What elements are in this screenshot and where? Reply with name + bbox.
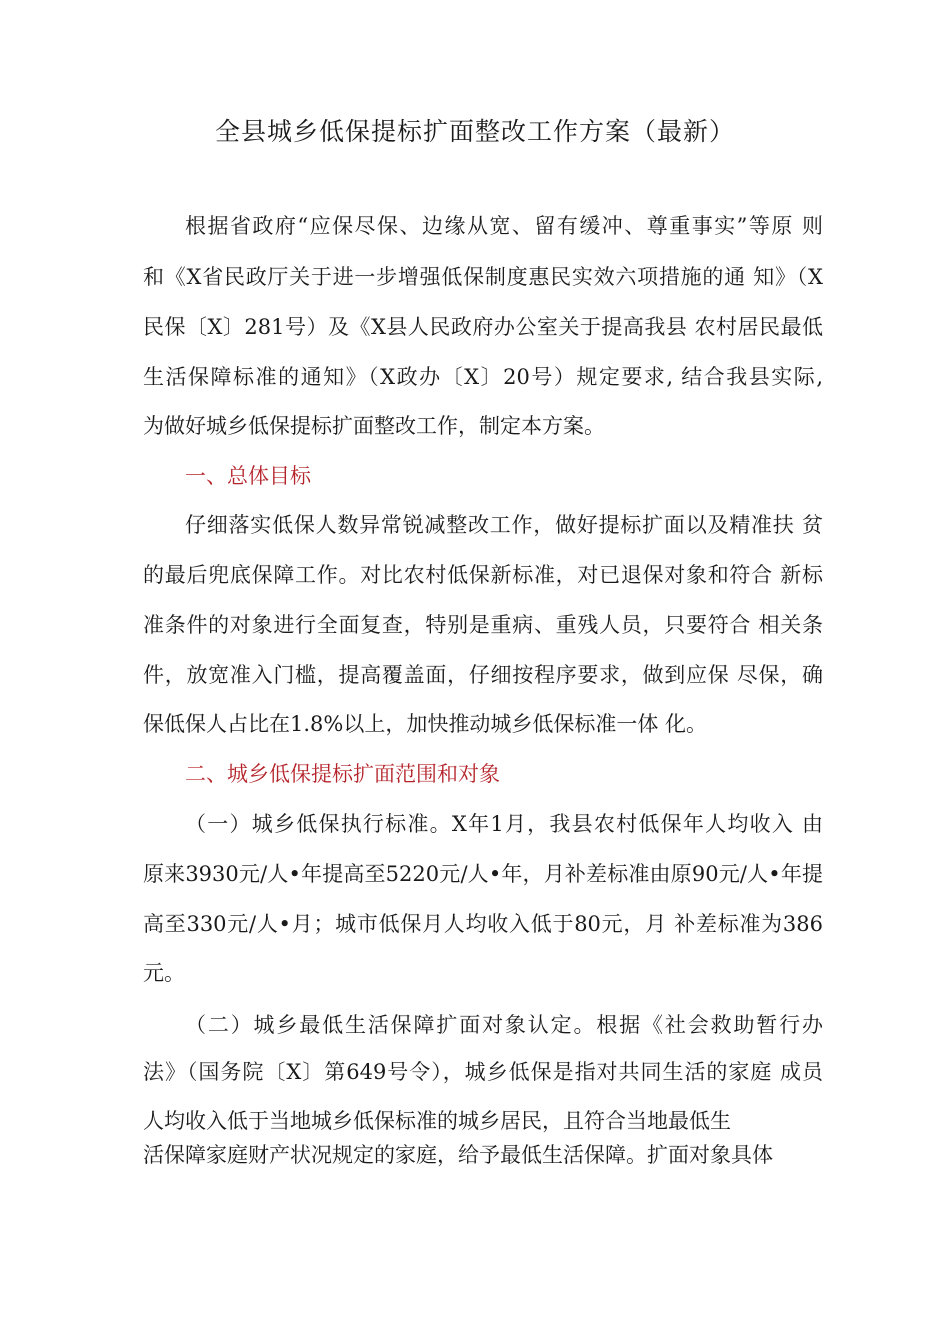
paragraph-line: 根据省政府“应保尽保、边缘从宽、留有缓冲、尊重事实”等原 则	[185, 214, 823, 238]
section-heading: 一、总体目标	[185, 464, 311, 488]
paragraph-line: 民保〔X〕281号）及《X县人民政府办公室关于提高我县 农村居民最低	[143, 315, 823, 339]
paragraph-line: 的最后兜底保障工作。对比农村低保新标准，对已退保对象和符合 新标	[143, 563, 823, 587]
paragraph-line: 人均收入低于当地城乡低保标准的城乡居民，且符合当地最低生	[143, 1109, 731, 1133]
document-title: 全县城乡低保提标扩面整改工作方案（最新）	[214, 117, 735, 146]
paragraph-line: 仔细落实低保人数异常锐减整改工作，做好提标扩面以及精准扶 贫	[185, 513, 823, 537]
paragraph-line: 元。	[143, 961, 185, 985]
paragraph-line: 准条件的对象进行全面复查，特别是重病、重残人员，只要符合 相关条	[143, 613, 823, 637]
paragraph-line: 为做好城乡低保提标扩面整改工作，制定本方案。	[143, 414, 605, 438]
paragraph-line: 保低保人占比在1.8%以上，加快推动城乡低保标准一体 化。	[143, 712, 708, 736]
paragraph-line: 高至330元/人•月；城市低保月人均收入低于80元，月 补差标准为386	[143, 912, 823, 936]
paragraph-line: 件，放宽准入门槛，提高覆盖面，仔细按程序要求，做到应保 尽保，确	[143, 663, 823, 687]
paragraph-line: 和《X省民政厅关于进一步增强低保制度惠民实效六项措施的通 知》（X	[143, 265, 823, 289]
paragraph-line: 原来3930元/人•年提高至5220元/人•年，月补差标准由原90元/人•年提	[143, 862, 823, 886]
paragraph-line: （二）城乡最低生活保障扩面对象认定。根据《社会救助暂行办	[185, 1013, 823, 1037]
paragraph-line: 生活保障标准的通知》（X政办〔X〕20号）规定要求, 结合我县实际,	[143, 365, 823, 389]
section-heading: 二、城乡低保提标扩面范围和对象	[185, 762, 500, 786]
paragraph-line: 活保障家庭财产状况规定的家庭，给予最低生活保障。扩面对象具体	[143, 1143, 773, 1167]
paragraph-line: （一）城乡低保执行标准。X年1月，我县农村低保年人均收入 由	[185, 812, 823, 836]
paragraph-line: 法》（国务院〔X〕第649号令），城乡低保是指对共同生活的家庭 成员	[143, 1060, 823, 1084]
